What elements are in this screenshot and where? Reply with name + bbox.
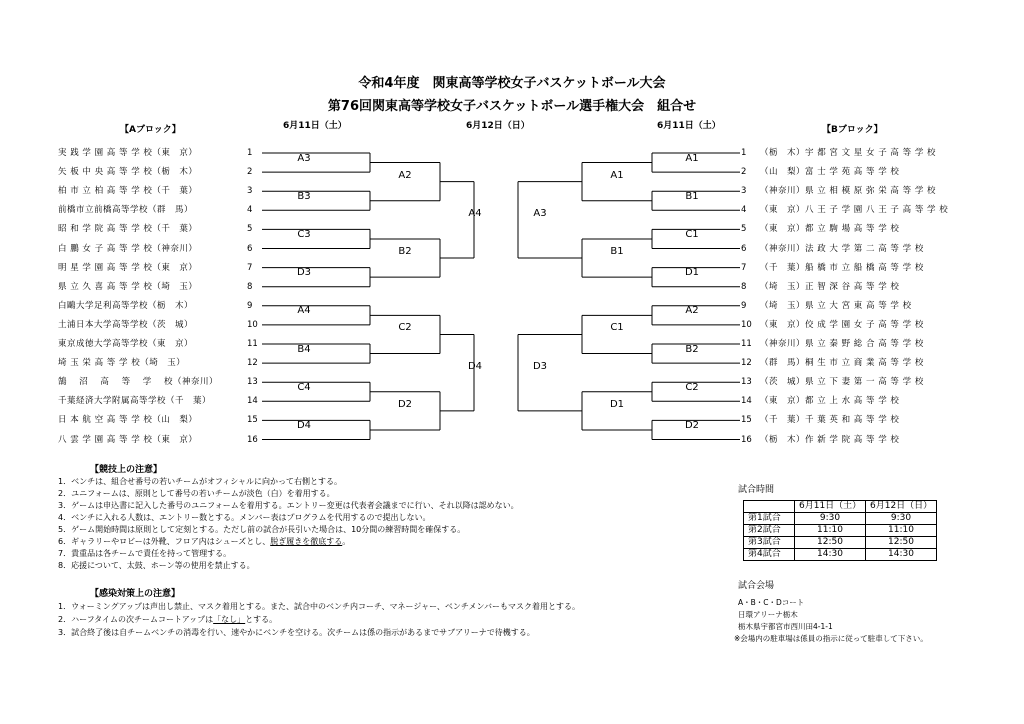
bracket-label-left-r1: A3 [297,152,311,164]
bracket-label-left-r3: A4 [468,207,482,219]
schedule-row-label: 第2試合 [744,525,795,537]
block-b-team-number: 3 [741,186,747,197]
block-a-team-number: 15 [247,415,258,426]
bracket-label-left-r3: D4 [467,360,483,372]
block-a-team-number: 9 [247,300,253,311]
notes-heading: 【競技上の注意】 [90,465,163,475]
date-center: 6月12日（日） [466,121,530,131]
infection-note-2 [58,614,277,625]
note-6 [58,536,350,547]
schedule-row-label: 第1試合 [744,513,795,525]
block-b-team-number: 15 [741,415,752,426]
block-a-team-name: 土浦日本大学高等学校（茨 城） [58,319,194,330]
infection-note-2-text: 2．ハーフタイムの次チームコートアップは [58,615,214,624]
note-4: 4．ベンチに入れる人数は、エントリー数とする。メンバー表はプログラムを代用するので提出しない。 [58,513,431,522]
infection-note-1: 1．ウォーミングアップは声出し禁止、マスク着用とする。また、試合中のベンチ内コーチ、マネージャー、ベンチメンバーもマスク着用とする。 [58,602,580,611]
block-a-team-number: 5 [247,224,253,235]
block-b-team-name: （千 葉）船 橋 市 立 船 橋 高 等 学 校 [760,262,924,273]
block-b-team-number: 12 [741,358,752,369]
block-a-team-number: 13 [247,377,258,388]
schedule-table [743,500,937,561]
block-a-team-number: 12 [247,358,258,369]
bracket-label-left-r1: C3 [297,228,311,240]
bracket-label-right-r2: C1 [610,322,624,334]
block-a-team-name: 千葉経済大学附属高等学校（千 葉） [58,396,212,407]
block-b-team-name: （栃 木）宇 都 宮 文 星 女 子 高 等 学 校 [760,148,937,158]
block-b-team-number: 5 [741,224,747,235]
schedule-corner [744,501,795,513]
block-a-team-name: 日 本 航 空 高 等 学 校（山 梨） [58,415,198,426]
block-a-team-name: 白鷗大学足利高等学校（栃 木） [58,300,194,311]
block-a-team-number: 16 [247,434,258,445]
bracket-label-right-r1: B1 [685,190,699,202]
note-8: 8．応援について、太鼓、ホーン等の使用を禁止する。 [58,561,255,570]
block-b-team-name: （群 馬）桐 生 市 立 商 業 高 等 学 校 [760,358,924,369]
block-a-team-number: 2 [247,167,253,178]
schedule-col-day1: 6月11日（土） [795,501,866,513]
bracket-label-left-r2: B2 [398,246,412,258]
block-a-team-number: 8 [247,281,253,292]
bracket-label-left-r1: B3 [297,190,311,202]
bracket-label-right-r2: D1 [609,398,625,410]
date-left: 6月11日（土） [283,121,347,131]
bracket-label-right-r1: C1 [685,228,699,240]
block-b-team-name: （東 京）佼 成 学 園 女 子 高 等 学 校 [760,319,924,330]
bracket-label-right-r1: D1 [684,267,700,279]
note-5: 5．ゲーム開始時間は原則として定刻とする。ただし前の試合が長引いた場合は、10分間の練習時間を確保する。 [58,525,466,534]
schedule-time: 9:30 [866,513,937,525]
infection-note-2-end: とする。 [245,615,278,624]
block-a-team-number: 14 [247,396,258,407]
block-b-team-name: （東 京）八 王 子 学 園 八 王 子 高 等 学 校 [760,205,949,216]
block-b-team-name: （神奈川）法 政 大 学 第 二 高 等 学 校 [760,243,924,254]
schedule-row [744,537,937,549]
block-a-team-name: 明 星 学 園 高 等 学 校（東 京） [58,262,198,273]
block-b-team-name: （東 京）都 立 上 水 高 等 学 校 [760,396,900,407]
block-b-team-number: 16 [741,434,752,445]
block-a-team-name: 八 雲 学 園 高 等 学 校（東 京） [58,434,198,445]
bracket-label-right-r3: D3 [532,360,548,372]
block-b-team-name: （神奈川）県 立 秦 野 総 合 高 等 学 校 [760,339,924,349]
bracket-label-left-r1: A4 [297,305,311,317]
title-line2: 第76回関東高等学校女子バスケットボール選手権大会 組合せ [327,99,697,114]
bracket-label-right-r1: A1 [685,152,699,164]
block-b-team-name: （東 京）都 立 駒 場 高 等 学 校 [760,224,900,235]
note-7: 7．貴重品は各チームで責任を持って管理する。 [58,549,232,558]
block-b-team-number: 8 [741,281,747,292]
block-b-team-name: （千 葉）千 葉 英 和 高 等 学 校 [760,415,900,426]
bracket-label-right-r1: A2 [685,305,699,317]
schedule-time: 9:30 [795,513,866,525]
bracket-label-right-r2: B1 [610,246,624,258]
block-a-team-name: 東京成徳大学高等学校（東 京） [58,339,194,349]
block-a-team-name: 鵠 沼 高 等 学 校（神奈川） [58,377,219,388]
block-b-team-number: 11 [741,339,752,349]
block-a-team-number: 7 [247,262,253,273]
schedule-row [744,549,937,561]
block-b-team-number: 10 [741,319,752,330]
block-b-team-number: 9 [741,300,747,311]
venue-parking-note: ※会場内の駐車場は係員の指示に従って駐車して下さい。 [734,634,928,643]
schedule-time: 11:10 [795,525,866,537]
block-a-team-name: 県 立 久 喜 高 等 学 校（埼 玉） [58,281,198,292]
block-b-team-number: 14 [741,396,752,407]
block-a-team-name: 埼 玉 栄 高 等 学 校（埼 玉） [58,358,186,369]
venue-heading: 試合会場 [738,581,775,591]
venue-name: 日環アリーナ栃木 [738,610,798,619]
bracket-label-left-r2: A2 [398,169,412,181]
block-a-team-number: 6 [247,243,253,254]
block-b-team-name: （栃 木）作 新 学 院 高 等 学 校 [760,434,900,445]
block-a-team-name: 前橋市立前橋高等学校（群 馬） [58,205,194,216]
note-6-text: 6．ギャラリーやロビーは外靴、フロア内はシューズとし、 [58,537,271,546]
note-2: 2．ユニフォームは、原則として番号の若いチームが淡色（白）を着用する。 [58,489,335,498]
block-b-team-name: （茨 城）県 立 下 妻 第 一 高 等 学 校 [760,377,924,388]
bracket-label-left-r1: B4 [297,343,311,355]
schedule-time: 12:50 [866,537,937,549]
infection-note-2-emphasis: 「なし」 [213,615,246,624]
block-b-label: 【Bブロック】 [822,125,883,135]
bracket-label-right-r1: C2 [685,381,699,393]
bracket-label-left-r1: D3 [296,267,312,279]
venue-address: 栃木県宇都宮市西川田4-1-1 [738,622,833,631]
block-b-team-name: （埼 玉）正 智 深 谷 高 等 学 校 [760,281,900,292]
venue-courts: A・B・C・Dコート [738,598,805,607]
block-a-team-number: 3 [247,186,253,197]
note-1: 1．ベンチは、組合せ番号の若いチームがオフィシャルに向かって右側とする。 [58,477,343,486]
block-a-team-number: 11 [247,339,258,349]
block-a-team-number: 1 [247,148,253,158]
schedule-time: 14:30 [866,549,937,561]
bracket-label-left-r1: D4 [296,419,312,431]
infection-note-3: 3．試合終了後は自チームベンチの消毒を行い、速やかにベンチを空ける。次チームは係の指示があるまでサブアリーナで待機する。 [58,628,535,637]
schedule-row-label: 第3試合 [744,537,795,549]
date-right: 6月11日（土） [657,121,721,131]
block-b-team-number: 2 [741,167,747,178]
block-a-team-name: 矢 板 中 央 高 等 学 校（栃 木） [58,167,198,178]
bracket-label-right-r3: A3 [533,207,547,219]
block-b-team-number: 1 [741,148,747,158]
bracket-label-right-r1: B2 [685,343,699,355]
bracket-label-left-r2: C2 [398,322,412,334]
block-b-team-number: 7 [741,262,747,273]
title-line1: 令和4年度 関東高等学校女子バスケットボール大会 [358,76,666,91]
schedule-time: 14:30 [795,549,866,561]
note-3: 3．ゲームは申込書に記入した番号のユニフォームを着用する。エントリー変更は代表者会議までに行い、それ以降は認めない。 [58,501,519,510]
block-b-team-number: 4 [741,205,747,216]
block-b-team-number: 13 [741,377,752,388]
block-b-team-name: （埼 玉）県 立 大 宮 東 高 等 学 校 [760,300,912,311]
block-b-team-name: （山 梨）富 士 学 苑 高 等 学 校 [760,167,900,178]
block-a-team-name: 実 践 学 園 高 等 学 校（東 京） [58,148,198,158]
note-6-emphasis: 脱ぎ履きを徹底する [270,537,343,546]
bracket-label-left-r2: D2 [397,398,413,410]
bracket-label-left-r1: C4 [297,381,311,393]
block-a-team-number: 4 [247,205,253,216]
bracket-label-right-r1: D2 [684,419,700,431]
infection-heading: 【感染対策上の注意】 [90,589,181,599]
schedule-time: 12:50 [795,537,866,549]
block-b-team-name: （神奈川）県 立 相 模 原 弥 栄 高 等 学 校 [760,186,937,197]
schedule-time: 11:10 [866,525,937,537]
note-6-end: 。 [342,537,351,546]
schedule-row [744,513,937,525]
schedule-col-day2: 6月12日（日） [866,501,937,513]
schedule-row-label: 第4試合 [744,549,795,561]
schedule-header-row [744,501,937,513]
block-a-team-name: 昭 和 学 院 高 等 学 校（千 葉） [58,224,198,235]
block-b-team-number: 6 [741,243,747,254]
block-a-label: 【Aブロック】 [120,125,181,135]
bracket-label-right-r2: A1 [610,169,624,181]
schedule-row [744,525,937,537]
schedule-heading: 試合時間 [738,485,775,495]
block-a-team-number: 10 [247,319,258,330]
block-a-team-name: 柏 市 立 柏 高 等 学 校（千 葉） [58,186,198,197]
block-a-team-name: 白 鵬 女 子 高 等 学 校（神奈川） [58,243,198,254]
